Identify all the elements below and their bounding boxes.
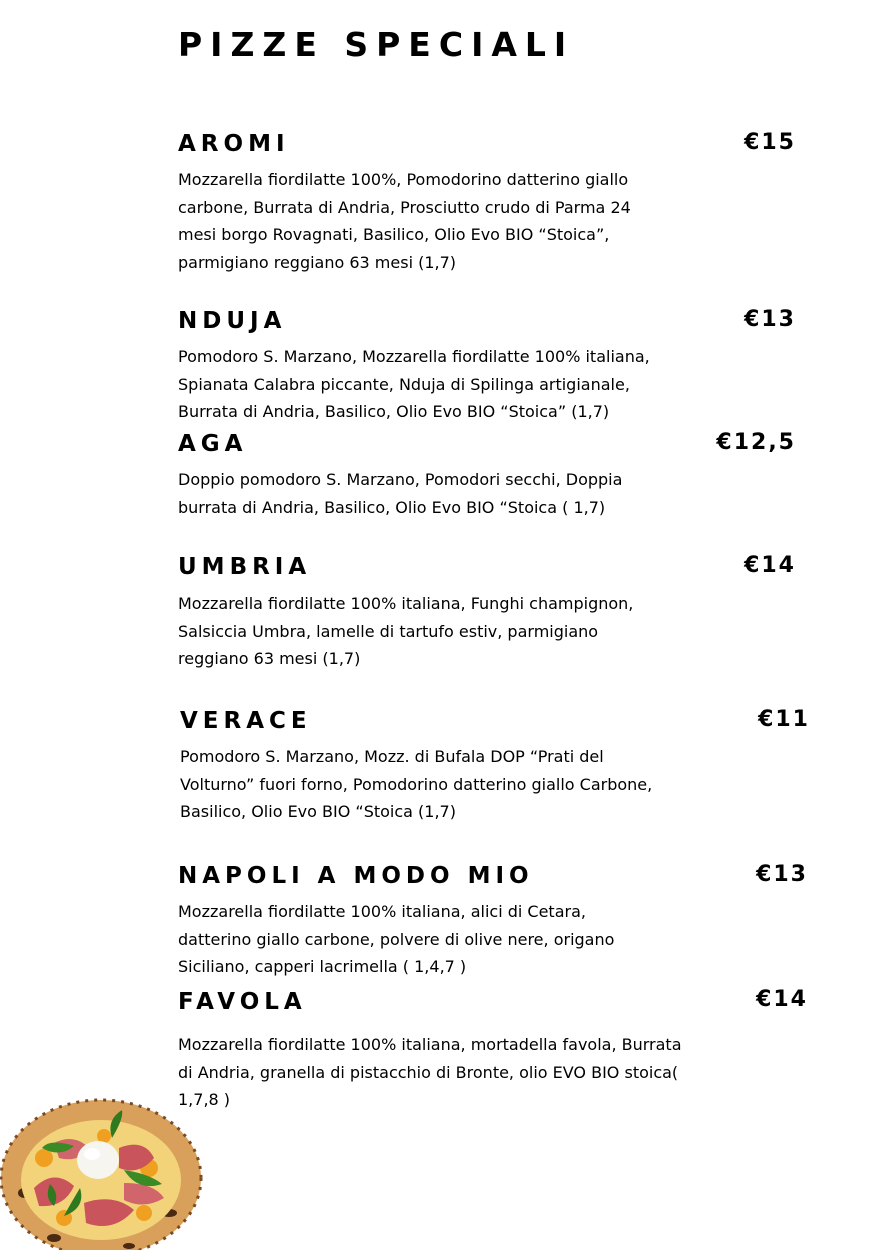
item-description: Pomodoro S. Marzano, Mozzarella fiordilatte 100% italiana, Spianata Calabra piccante, Nduja di Spilinga artigianale, Burrata di Andria, Basilico, Olio Evo BIO “Stoica” (1,7) <box>178 347 650 421</box>
item-name: FAVOLA <box>178 989 307 1015</box>
item-name: AROMI <box>178 131 290 157</box>
pizza-photo <box>0 1098 208 1250</box>
item-price: €14 <box>756 987 808 1012</box>
page-title: PIZZE SPECIALI <box>178 25 575 64</box>
item-name: AGA <box>178 431 248 457</box>
item-description: Mozzarella fiordilatte 100% italiana, Funghi champignon, Salsiccia Umbra, lamelle di tartufo estiv, parmigiano reggiano 63 mesi (1,7) <box>178 594 634 668</box>
item-price: €13 <box>756 862 808 887</box>
item-description: Doppio pomodoro S. Marzano, Pomodori secchi, Doppia burrata di Andria, Basilico, Olio Evo BIO “Stoica ( 1,7) <box>178 470 623 517</box>
item-price: €15 <box>744 130 796 155</box>
item-name: NAPOLI A MODO MIO <box>178 863 534 889</box>
item-name: UMBRIA <box>178 554 312 580</box>
item-description: Mozzarella fiordilatte 100% italiana, alici di Cetara, datterino giallo carbone, polvere di olive nere, origano Siciliano, capperi lacrimella ( 1,4,7 ) <box>178 902 615 976</box>
item-name: VERACE <box>180 708 312 734</box>
item-price: €14 <box>744 553 796 578</box>
item-price: €11 <box>758 707 810 732</box>
item-price: €12,5 <box>716 430 796 455</box>
item-description: Mozzarella fiordilatte 100%, Pomodorino datterino giallo carbone, Burrata di Andria, Prosciutto crudo di Parma 24 mesi borgo Rovagnati, Basilico, Olio Evo BIO “Stoica”, parmigiano reggiano 63 mesi (1,7) <box>178 170 631 272</box>
item-name: NDUJA <box>178 308 287 334</box>
item-description: Pomodoro S. Marzano, Mozz. di Bufala DOP “Prati del Volturno” fuori forno, Pomodorino datterino giallo Carbone, Basilico, Olio Evo BIO “Stoica (1,7) <box>180 747 653 821</box>
item-price: €13 <box>744 307 796 332</box>
item-description: Mozzarella fiordilatte 100% italiana, mortadella favola, Burrata di Andria, granella di pistacchio di Bronte, olio EVO BIO stoica( 1,7,8 ) <box>178 1035 682 1109</box>
